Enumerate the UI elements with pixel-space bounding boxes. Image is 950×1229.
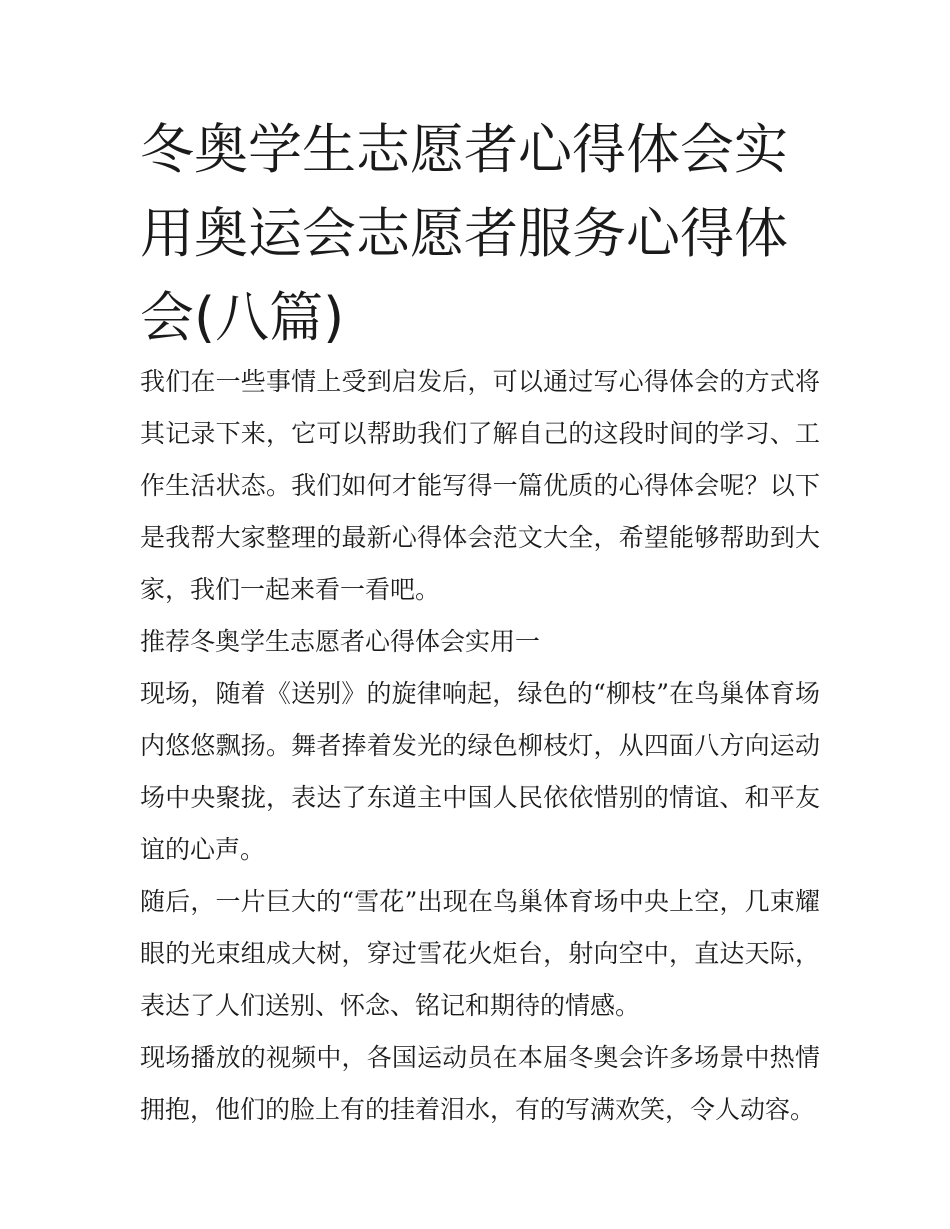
section-heading: 推荐冬奥学生志愿者心得体会实用一 <box>140 627 541 656</box>
body-paragraph: 现场，随着《送别》的旋律响起，绿色的“柳枝”在鸟巢体育场内悠悠飘扬。舞者捧着发光的绿色柳枝灯，从四面八方向运动场中央聚拢，表达了东道主中国人民依依惜别的情谊、和平友谊的心声。 <box>140 679 820 864</box>
intro-paragraph: 我们在一些事情上受到启发后，可以通过写心得体会的方式将其记录下来，它可以帮助我们了解自己的这段时间的学习、工作生活状态。我们如何才能写得一篇优质的心得体会呢？以下是我帮大家整理的最新心得体会范文大全，希望能够帮助到大家，我们一起来看一看吧。 <box>140 367 820 604</box>
document-body <box>140 356 820 1136</box>
document-title: 冬奥学生志愿者心得体会实用奥运会志愿者服务心得体会(八篇) <box>140 118 788 349</box>
body-paragraph: 随后，一片巨大的“雪花”出现在鸟巢体育场中央上空，几束耀眼的光束组成大树，穿过雪花火炬台，射向空中，直达天际，表达了人们送别、怀念、铭记和期待的情感。 <box>140 887 820 1020</box>
body-paragraph: 现场播放的视频中，各国运动员在本届冬奥会许多场景中热情拥抱，他们的脸上有的挂着泪水，有的写满欢笑，令人动容。 <box>140 1043 820 1124</box>
